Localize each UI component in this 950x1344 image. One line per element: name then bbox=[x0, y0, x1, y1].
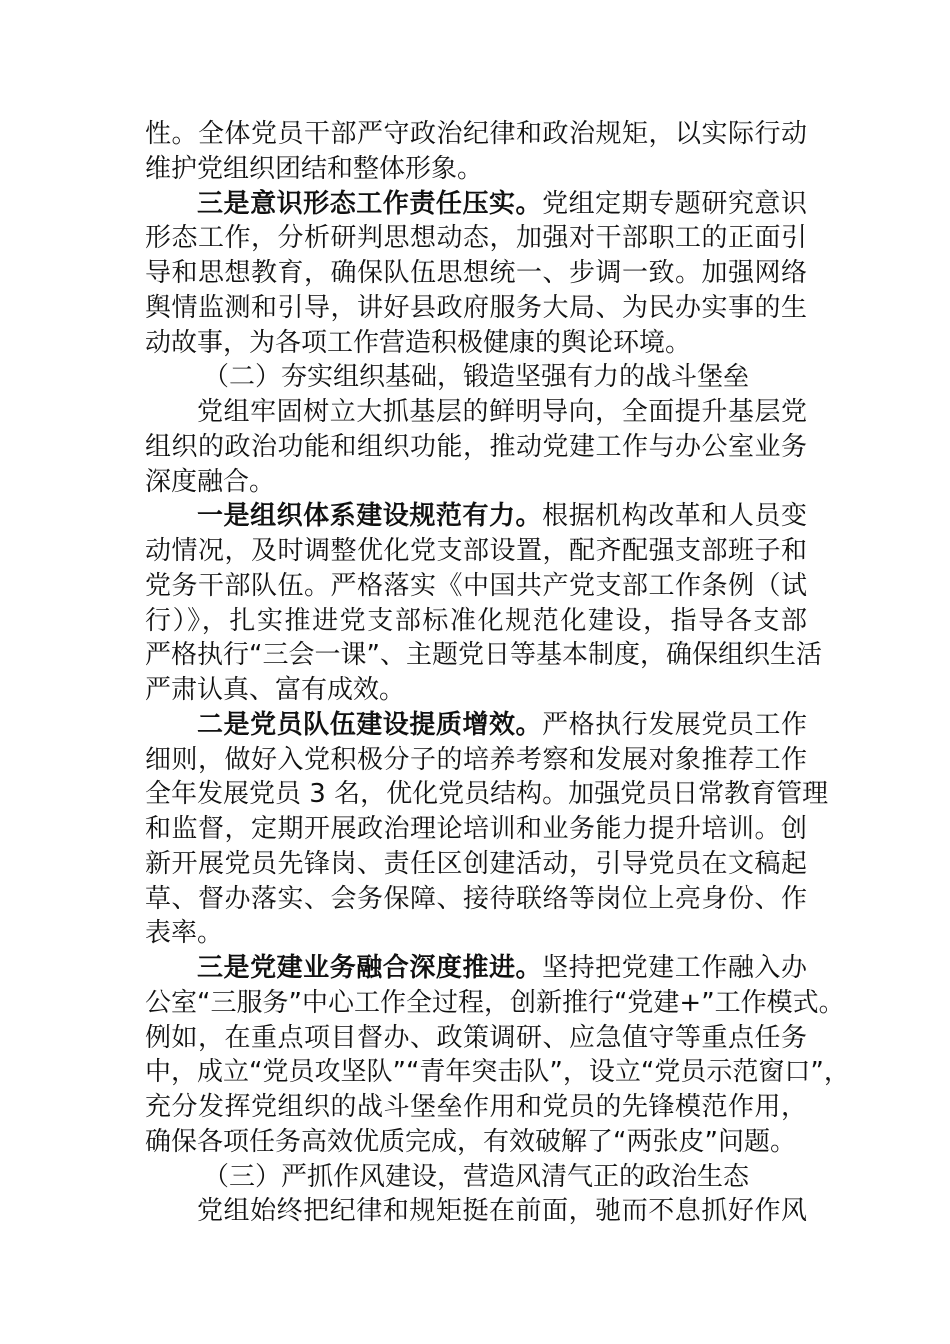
line-text: 充分发挥党组织的战斗堡垒作用和党员的先锋模范作用， bbox=[145, 1092, 807, 1122]
text-line bbox=[145, 534, 807, 569]
line-text: 舆情监测和引导，讲好县政府服务大局、为民办实事的生 bbox=[145, 292, 807, 323]
line-text: （三）严抓作风建设，营造风清气正的政治生态 bbox=[203, 1161, 750, 1192]
line-text: 新开展党员先锋岗、责任区创建活动，引导党员在文稿起 bbox=[145, 848, 807, 879]
text-line bbox=[145, 916, 807, 951]
bold-lead-phrase: 三是党建业务融合深度推进。 bbox=[197, 953, 543, 983]
line-text: 性。全体党员干部严守政治纪律和政治规矩，以实际行动 bbox=[145, 119, 807, 149]
text-line bbox=[145, 882, 807, 917]
text-line bbox=[145, 1055, 850, 1090]
text-line bbox=[145, 152, 807, 187]
text-line bbox=[145, 187, 807, 222]
bold-lead-phrase: 二是党员队伍建设提质增效。 bbox=[197, 709, 543, 740]
text-line bbox=[145, 1125, 807, 1160]
line-text: 根据机构改革和人员变 bbox=[542, 501, 807, 532]
line-text: 导和思想教育，确保队伍思想统一、步调一致。加强网络 bbox=[145, 258, 807, 288]
text-line bbox=[145, 465, 807, 500]
line-text: 党组定期专题研究意识 bbox=[542, 188, 807, 219]
line-text: 党务干部队伍。严格落实《中国共产党支部工作条例（试 bbox=[145, 570, 807, 601]
text-line bbox=[145, 569, 807, 604]
line-text: 和监督，定期开展政治理论培训和业务能力提升培训。创 bbox=[145, 814, 807, 844]
text-line bbox=[145, 777, 829, 812]
line-text: 公室“三服务”中心工作全过程，创新推行“党建+”工作模式。 bbox=[145, 987, 845, 1018]
line-text: 维护党组织团结和整体形象。 bbox=[145, 153, 484, 184]
text-line bbox=[145, 1090, 807, 1125]
text-line bbox=[145, 291, 807, 326]
line-text: 例如，在重点项目督办、政策调研、应急值守等重点任务 bbox=[145, 1022, 807, 1053]
bold-lead-phrase: 三是意识形态工作责任压实。 bbox=[197, 188, 543, 219]
text-line bbox=[145, 673, 807, 708]
text-line bbox=[145, 951, 807, 986]
line-text: 党组牢固树立大抓基层的鲜明导向，全面提升基层党 bbox=[197, 397, 807, 427]
line-text: （二）夯实组织基础，锻造坚强有力的战斗堡垒 bbox=[203, 362, 750, 393]
line-text: 细则，做好入党积极分子的培养考察和发展对象推荐工作 bbox=[145, 744, 807, 775]
line-text: 中，成立“党员攻坚队”“青年突击队”，设立“党员示范窗口”， bbox=[145, 1057, 850, 1088]
text-line bbox=[145, 604, 807, 639]
line-text: 严格执行“三会一课”、主题党日等基本制度，确保组织生活 bbox=[145, 640, 822, 671]
line-text: 确保各项任务高效优质完成，有效破解了“两张皮”问题。 bbox=[145, 1126, 796, 1157]
text-line bbox=[145, 395, 807, 430]
line-text: 深度融合。 bbox=[145, 466, 276, 497]
text-line bbox=[145, 326, 807, 361]
line-text: 行）》，扎实推进党支部标准化规范化建设，指导各支部 bbox=[145, 605, 807, 636]
line-text: 动故事，为各项工作营造积极健康的舆论环境。 bbox=[145, 327, 692, 358]
line-text: 表率。 bbox=[145, 918, 224, 949]
text-line bbox=[145, 1021, 807, 1056]
document-body bbox=[145, 117, 850, 1229]
line-text: 形态工作，分析研判思想动态，加强对干部职工的正面引 bbox=[145, 223, 807, 254]
text-line bbox=[145, 986, 845, 1021]
line-text: 组织的政治功能和组织功能，推动党建工作与办公室业务 bbox=[145, 431, 807, 462]
section-heading bbox=[145, 1160, 807, 1195]
line-text: 草、督办落实、会务保障、接待联络等岗位上亮身份、作 bbox=[145, 883, 807, 914]
line-text: 党组始终把纪律和规矩挺在前面，驰而不息抓好作风 bbox=[197, 1196, 807, 1227]
text-line bbox=[145, 221, 807, 256]
text-line bbox=[145, 638, 822, 673]
text-line bbox=[145, 847, 807, 882]
section-heading bbox=[145, 360, 807, 395]
text-line bbox=[145, 1194, 807, 1229]
text-line bbox=[145, 743, 807, 778]
text-line bbox=[145, 430, 807, 465]
bold-lead-phrase: 一是组织体系建设规范有力。 bbox=[197, 501, 543, 532]
text-line bbox=[145, 499, 807, 534]
line-text: 坚持把党建工作融入办 bbox=[542, 953, 807, 983]
text-line bbox=[145, 117, 807, 152]
line-text: 全年发展党员 3 名，优化党员结构。加强党员日常教育管理 bbox=[145, 779, 829, 810]
line-text: 严肃认真、富有成效。 bbox=[145, 675, 406, 705]
text-line bbox=[145, 708, 807, 743]
text-line bbox=[145, 256, 807, 291]
line-text: 动情况，及时调整优化党支部设置，配齐配强支部班子和 bbox=[145, 536, 807, 566]
line-text: 严格执行发展党员工作 bbox=[542, 709, 807, 740]
text-line bbox=[145, 812, 807, 847]
